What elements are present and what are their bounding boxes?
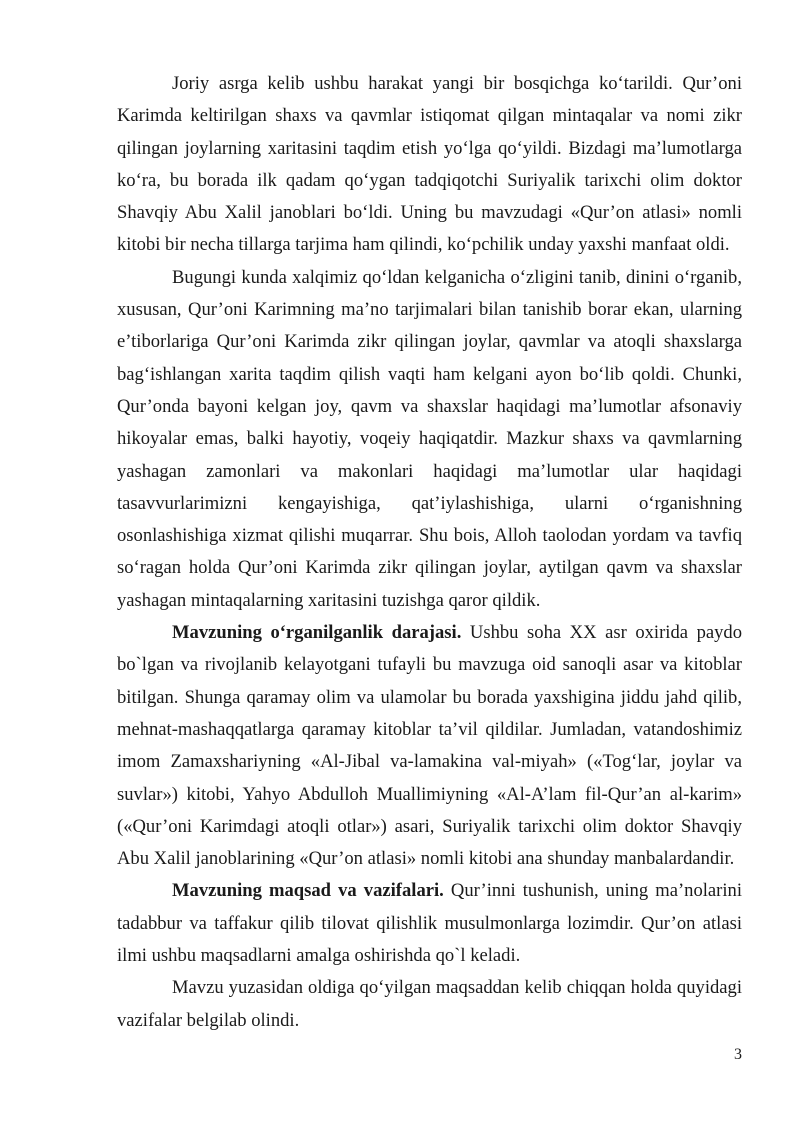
paragraph-3-text: Ushbu soha XX asr oxirida paydo bo`lgan va rivojlanib kelayotgani tufayli bu mavzuga oid sanoqli asar va kitoblar bitilgan. Shunga qaramay olim va ulamolar bu borada yaxshigina jiddu jahd qilib, mehnat-mashaqqatlarga qaramay kitoblar ta’vil qildilar. Jumladan, vatandoshimiz imom Zamaxshariyning «Al-Jibal va-lamakina val-miyah» («Tog‘lar, joylar va suvlar») kitobi, Yahyo Abdulloh Muallimiyning «Al-A’lam fil-Qur’an al-karim» («Qur’oni Karimdagi atoqli otlar») asari, Suriyalik tarixchi olim doktor Shavqiy Abu Xalil janoblarining «Qur’on atlasi» nomli kitobi ana shunday manbalardandir. — [117, 622, 743, 870]
paragraph-5 — [117, 972, 742, 1037]
page-number: 3 — [734, 1046, 742, 1063]
paragraph-5-text: Mavzu yuzasidan oldiga qo‘yilgan maqsaddan kelib chiqqan holda quyidagi vazifalar belgilab olindi. — [117, 977, 742, 1031]
paragraph-4 — [117, 875, 742, 972]
paragraph-2 — [117, 262, 742, 617]
paragraph-4-heading: Mavzuning maqsad va vazifalari. — [172, 880, 444, 902]
paragraph-1 — [117, 68, 742, 262]
body-text — [117, 68, 742, 1037]
paragraph-3 — [117, 617, 742, 875]
paragraph-2-text: Bugungi kunda xalqimiz qo‘ldan kelganicha o‘zligini tanib, dinini o‘rganib, xususan, Qur’oni Karimning ma’no tarjimalari bilan tanishib borar ekan, ularning e’tiborlariga Qur’oni Karimda zikr qilingan joylar, qavmlar va atoqli shaxslarga bag‘ishlangan xarita taqdim qilish vaqti ham kelgani ayon bo‘lib qoldi. Chunki, Qur’onda bayoni kelgan joy, qavm va shaxslar haqidagi ma’lumotlar afsonaviy hikoyalar emas, balki hayotiy, voqeiy haqiqatdir. Mazkur shaxs va qavmlarning yashagan zamonlari va makonlari haqidagi ma’lumotlar ular haqidagi tasavvurlarimizni kengayishiga, qat’iylashishiga, ularni o‘rganishning osonlashishiga xizmat qilishi muqarrar. Shu bois, Alloh taolodan yordam va tavfiq so‘ragan holda Qur’oni Karimda zikr qilingan joylar, aytilgan qavm va shaxslar yashagan mintaqalarning xaritasini tuzishga qaror qildik. — [117, 266, 742, 611]
paragraph-3-heading: Mavzuning o‘rganilganlik darajasi. — [172, 622, 462, 644]
paragraph-4-text: Qur’inni tushunish, uning ma’nolarini tadabbur va taffakur qilib tilovat qilishlik musulmonlarga lozimdir. Qur’on atlasi ilmi ushbu maqsadlarni amalga oshirishda qo`l keladi. — [117, 880, 742, 967]
paragraph-1-text: Joriy asrga kelib ushbu harakat yangi bir bosqichga ko‘tarildi. Qur’oni Karimda keltirilgan shaxs va qavmlar istiqomat qilgan mintaqalar va nomi zikr qilingan joylarning xaritasini taqdim etish yo‘lga qo‘yildi. Bizdagi ma’lumotlarga ko‘ra, bu borada ilk qadam qo‘ygan tadqiqotchi Suriyalik tarixchi olim doktor Shavqiy Abu Xalil janoblari bo‘ldi. Uning bu mavzudagi «Qur’on atlasi» nomli kitobi bir necha tillarga tarjima ham qilindi, ko‘pchilik unday yaxshi manfaat oldi. — [117, 73, 742, 256]
